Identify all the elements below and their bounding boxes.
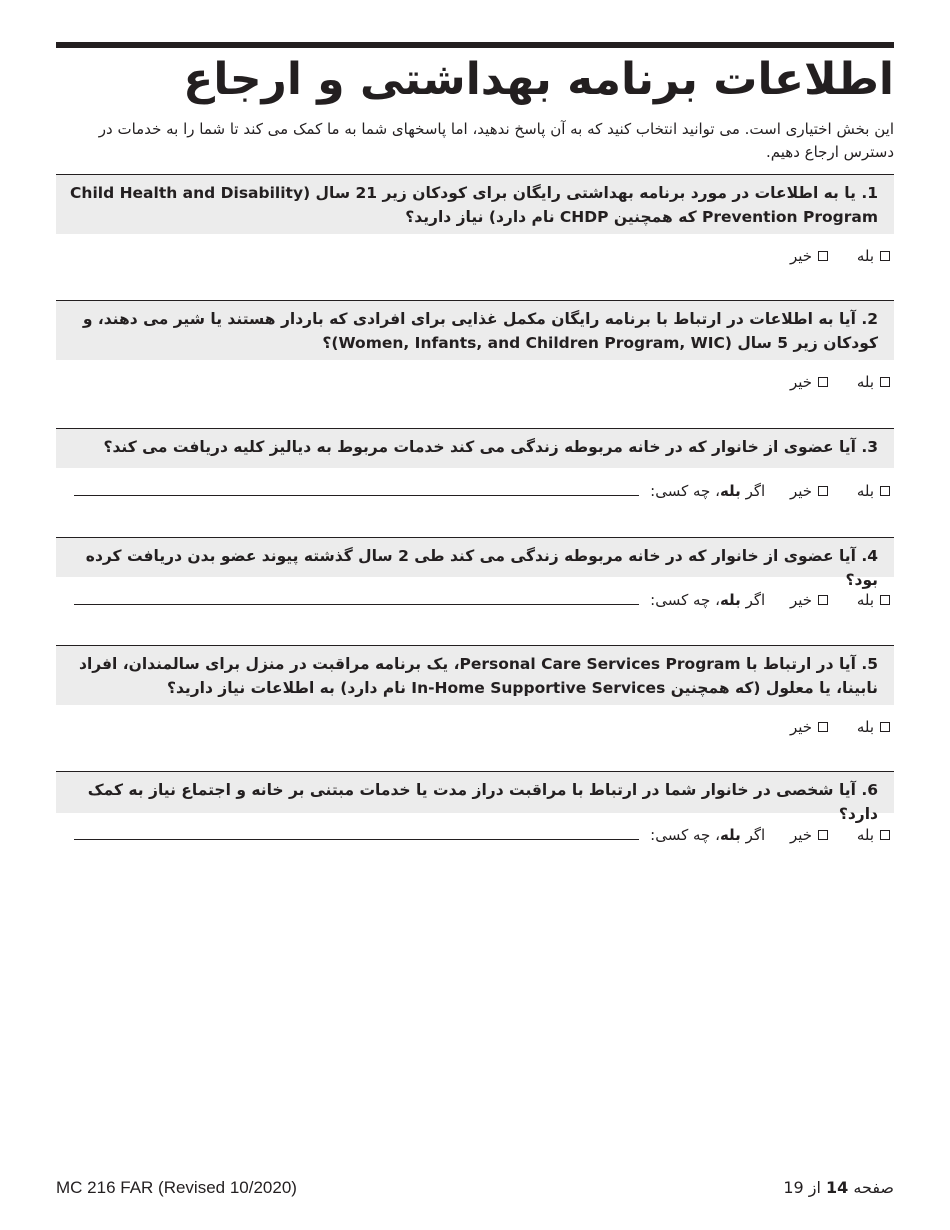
question-text: یا به اطلاعات در مورد برنامه بهداشتی رایگان برای کودکان زیر 21 سال (Child Health and Disability Prevention Program که همچنین CHDP نام دارد) نیاز دارید؟ xyxy=(70,184,878,226)
who-answer-line[interactable] xyxy=(74,495,639,496)
checkbox-yes[interactable] xyxy=(880,251,890,261)
checkbox-yes[interactable] xyxy=(880,722,890,732)
question-number: 6. xyxy=(861,781,878,799)
checkbox-no[interactable] xyxy=(818,830,828,840)
answer-row-6 xyxy=(56,823,894,847)
page-number: صفحه 14 از 19 xyxy=(783,1178,894,1197)
if-yes-who-label: اگر بله، چه کسی: xyxy=(650,591,766,609)
checkbox-no[interactable] xyxy=(818,377,828,387)
question-number: 3. xyxy=(861,438,878,456)
question-1 xyxy=(56,174,894,234)
checkbox-no[interactable] xyxy=(818,486,828,496)
question-number: 5. xyxy=(861,655,878,673)
option-yes[interactable]: بله xyxy=(857,479,894,503)
question-3 xyxy=(56,428,894,468)
question-4 xyxy=(56,537,894,589)
option-no[interactable]: خیر xyxy=(790,588,832,612)
question-5 xyxy=(56,645,894,705)
if-yes-who-label: اگر بله، چه کسی: xyxy=(650,826,766,844)
answer-row-1 xyxy=(56,244,894,268)
checkbox-no[interactable] xyxy=(818,595,828,605)
if-yes-who-label: اگر بله، چه کسی: xyxy=(650,482,766,500)
option-yes[interactable]: بله xyxy=(857,370,894,394)
question-text: آیا عضوی از خانوار که در خانه مربوطه زندگی می کند طی 2 سال گذشته پیوند عضو بدن دریافت کرده بود؟ xyxy=(85,547,878,589)
question-2 xyxy=(56,300,894,360)
checkbox-yes[interactable] xyxy=(880,830,890,840)
question-text: آیا به اطلاعات در ارتباط با برنامه رایگان مکمل غذایی برای افرادی که باردار هستند یا شیر می دهند، و کودکان زیر 5 سال (Women, Infants, and Children Program, WIC)؟ xyxy=(82,310,878,352)
option-yes[interactable]: بله xyxy=(857,715,894,739)
checkbox-no[interactable] xyxy=(818,251,828,261)
checkbox-yes[interactable] xyxy=(880,377,890,387)
question-6 xyxy=(56,771,894,823)
option-yes[interactable]: بله xyxy=(857,823,894,847)
option-no[interactable]: خیر xyxy=(790,370,832,394)
top-rule xyxy=(56,42,894,48)
form-id: MC 216 FAR (Revised 10/2020) xyxy=(56,1178,297,1197)
option-no[interactable]: خیر xyxy=(790,479,832,503)
option-no[interactable]: خیر xyxy=(790,715,832,739)
option-no[interactable]: خیر xyxy=(790,244,832,268)
page-title: اطلاعات برنامه بهداشتی و ارجاع xyxy=(183,54,894,105)
checkbox-no[interactable] xyxy=(818,722,828,732)
intro-text: این بخش اختیاری است. می توانید انتخاب کنید که به آن پاسخ ندهید، اما پاسخهای شما به ما کمک می کند تا شما را به خدمات در دسترس ارجاع دهیم. xyxy=(98,120,894,161)
question-number: 4. xyxy=(861,547,878,565)
option-no[interactable]: خیر xyxy=(790,823,832,847)
question-text: آیا عضوی از خانوار که در خانه مربوطه زندگی می کند خدمات مربوط به دیالیز کلیه دریافت می کند؟ xyxy=(103,438,856,456)
answer-row-4 xyxy=(56,588,894,612)
checkbox-yes[interactable] xyxy=(880,595,890,605)
who-answer-line[interactable] xyxy=(74,839,639,840)
option-yes[interactable]: بله xyxy=(857,244,894,268)
option-yes[interactable]: بله xyxy=(857,588,894,612)
who-answer-line[interactable] xyxy=(74,604,639,605)
checkbox-yes[interactable] xyxy=(880,486,890,496)
question-number: 2. xyxy=(861,310,878,328)
answer-row-2 xyxy=(56,370,894,394)
question-number: 1. xyxy=(861,184,878,202)
question-text: آیا شخصی در خانوار شما در ارتباط با مراقبت دراز مدت یا خدمات مبتنی بر خانه و اجتماع نیاز به کمک دارد؟ xyxy=(87,781,878,823)
question-text: آیا در ارتباط با Personal Care Services Program، یک برنامه مراقبت در منزل برای سالمندان، افراد نابینا، یا معلول (که همچنین In-Home Supportive Services نام دارد) به اطلاعات نیاز دارید؟ xyxy=(78,655,878,697)
answer-row-5 xyxy=(56,715,894,739)
answer-row-3 xyxy=(56,479,894,503)
